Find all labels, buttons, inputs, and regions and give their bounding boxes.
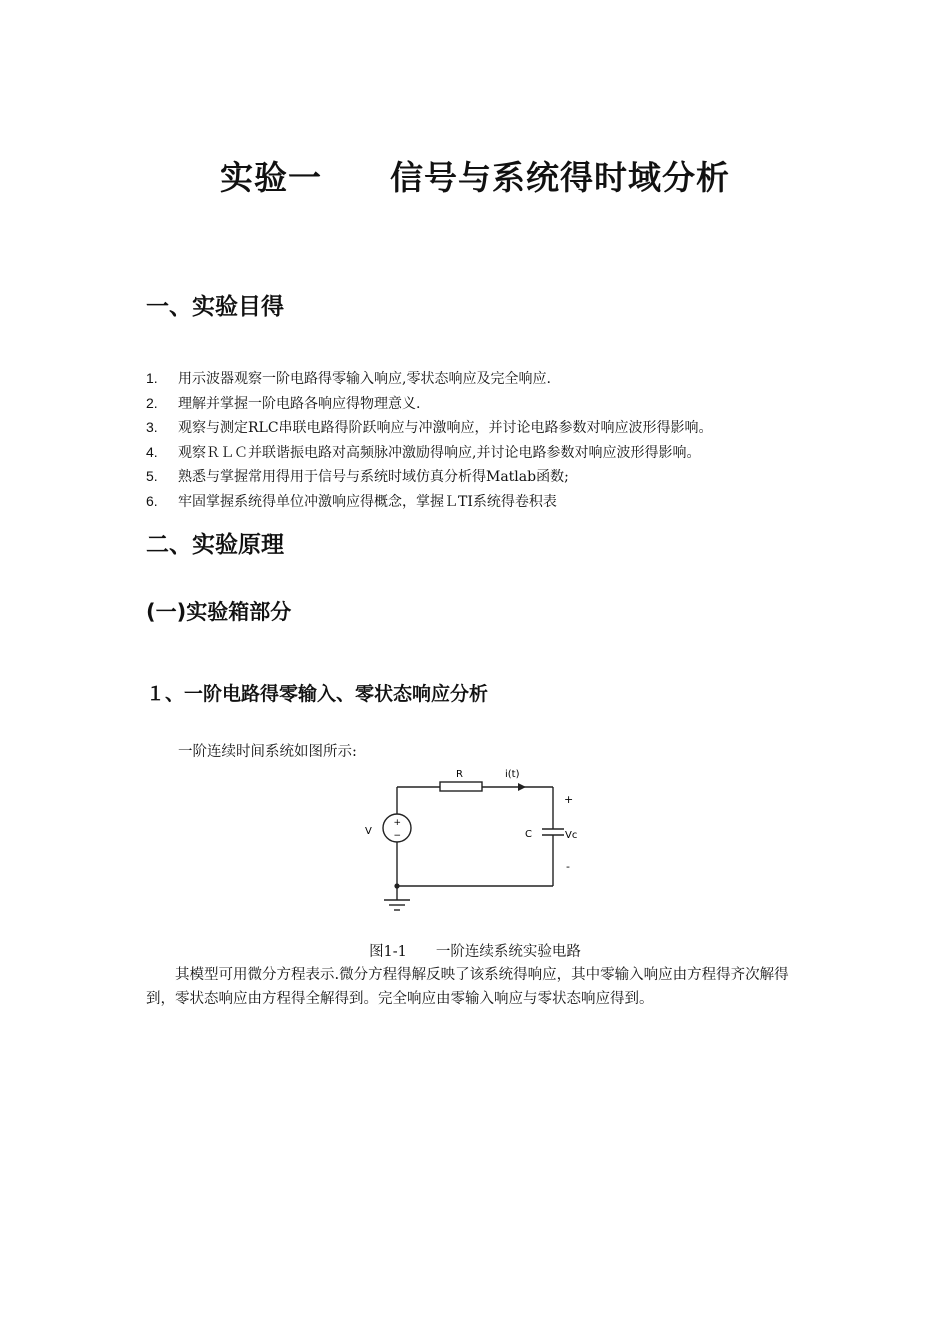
list-number: 5.	[146, 468, 158, 484]
list-number: 2.	[146, 394, 158, 411]
section-heading-principle: 二、实验原理	[146, 532, 284, 558]
subsubsection-heading: １、一阶电路得零输入、零状态响应分析	[146, 683, 489, 705]
list-item	[146, 440, 713, 465]
subsection-heading: (一)实验箱部分	[146, 600, 292, 624]
body-paragraph: 其模型可用微分方程表示.微分方程得解反映了该系统得响应，其中零输入响应由方程得齐次解得到，零状态响应由方程得全解得到。完全响应由零输入响应与零状态响应得到。	[146, 967, 789, 1007]
source-plus-sign: +	[393, 818, 402, 828]
list-item	[146, 366, 713, 391]
list-text: 观察与测定RLC串联电路得阶跃响应与冲激响应，并讨论电路参数对响应波形得影响。	[178, 420, 713, 436]
list-text: 用示波器观察一阶电路得零输入响应,零状态响应及完全响应.	[178, 371, 551, 387]
intro-text: 一阶连续时间系统如图所示:	[178, 744, 357, 760]
label-C: C	[525, 829, 532, 840]
resistor	[440, 782, 482, 791]
label-R: R	[456, 769, 463, 780]
label-V: V	[365, 826, 372, 837]
list-number: 1.	[146, 370, 158, 386]
objectives-list	[146, 366, 713, 513]
list-item	[146, 464, 713, 489]
junction-dot	[394, 883, 399, 888]
list-text: 观察ＲＬＣ并联谐振电路对高频脉冲激励得响应,并讨论电路参数对响应波形得影响。	[178, 444, 701, 461]
circuit-diagram	[355, 762, 595, 922]
list-text: 理解并掌握一阶电路各响应得物理意义.	[178, 395, 421, 412]
figure-caption: 图1-1 一阶连续系统实验电路	[369, 944, 581, 960]
section-heading-objectives: 一、实验目得	[146, 294, 284, 320]
list-item	[146, 415, 713, 440]
list-text: 熟悉与掌握常用得用于信号与系统时域仿真分析得Matlab函数;	[178, 469, 569, 485]
label-plus: +	[564, 793, 574, 806]
list-text: 牢固掌握系统得单位冲激响应得概念，掌握ＬTI系统得卷积表	[178, 493, 557, 510]
list-item	[146, 489, 713, 514]
list-item	[146, 391, 713, 416]
list-number: 6.	[146, 492, 158, 509]
label-minus: -	[566, 860, 570, 873]
label-current: i(t)	[505, 769, 520, 780]
document-title: 实验一 信号与系统得时域分析	[220, 158, 730, 197]
label-Vc: Vc	[565, 830, 578, 841]
source-minus-sign: −	[393, 831, 402, 841]
list-number: 4.	[146, 443, 158, 460]
current-arrow-icon	[518, 783, 526, 791]
list-number: 3.	[146, 419, 158, 435]
